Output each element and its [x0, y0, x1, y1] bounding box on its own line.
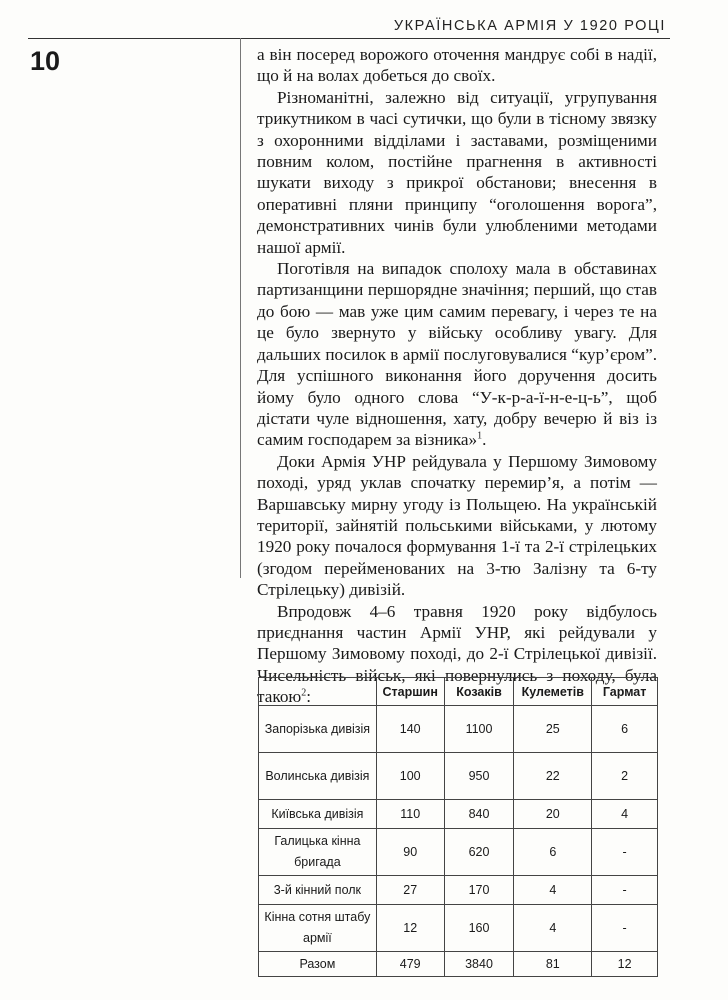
table-cell: 81 [514, 952, 592, 977]
paragraph: Різноманітні, залежно від ситуації, угрупування трикутником в часі сутички, що були в тісному звязку з охоронними відділами і заставами, розміщеними повним колом, постійне прагнення в активності шукати виходу з прикрої обстанови; внесення в оперативні пляни принципу “оголошення ворога”, демонстративних чинів були улюбленими методами нашої армії. [257, 87, 657, 257]
table-row [259, 753, 658, 800]
table-cell: 3840 [444, 952, 514, 977]
table-cell: 20 [514, 800, 592, 829]
paragraph: а він посеред ворожого оточення мандрує собі в надії, що й на волах добеться до своїх. [257, 45, 657, 86]
table-cell: 90 [376, 829, 444, 876]
table-row [259, 829, 658, 876]
paragraph: Впродовж 4–6 травня 1920 року відбулось приєднання частин Армії УНР, які рейдували у Першому Зимовому поході, до 2-ї Стрілецької дивізії. Чисельність військ, які повернулись з походу, була такою$^2$: [257, 601, 657, 707]
table-cell: 140 [376, 706, 444, 753]
table-cell: Волинська дивізія [259, 753, 377, 800]
margin-rule [240, 38, 241, 578]
troops-table [258, 677, 658, 977]
table-cell: - [592, 876, 658, 905]
table-cell: 25 [514, 706, 592, 753]
table-row [259, 876, 658, 905]
paragraph-text: Поготівля на випадок сполоху мала в обставинах партизанщини першорядне значіння; перший, що став до бою — мав уже цим самим перевагу, і через те на це було звернуто у війську особливу увагу. Для дальших посилок в армії послуговувалися “кур’єром”. Для успішного виконання його доручення досить йому було одного слова “У-к-р-а-ї-н-е-ц-ь”, щоб дістати чуле відношення, хату, добру вечерю й віз із самим господарем за візника» [257, 259, 657, 450]
table-header: Гармат [592, 678, 658, 706]
table-cell: Запорізька дивізія [259, 706, 377, 753]
paragraph-text: Впродовж 4–6 травня 1920 року відбулось приєднання частин Армії УНР, які рейдували у Першому Зимовому поході, до 2-ї Стрілецької дивізії. Чисельність військ, які повернулись з походу, була такою [257, 601, 657, 707]
table-cell: 160 [444, 905, 514, 952]
table-cell: 3-й кінний полк [259, 876, 377, 905]
table-cell: 1100 [444, 706, 514, 753]
footnote-ref: 2 [301, 687, 307, 699]
table-cell: 479 [376, 952, 444, 977]
table-cell: Разом [259, 952, 377, 977]
table-cell: 22 [514, 753, 592, 800]
table-cell: 620 [444, 829, 514, 876]
table-cell: 27 [376, 876, 444, 905]
table-header: Старшин [376, 678, 444, 706]
table-header: Кулеметів [514, 678, 592, 706]
table-cell: 950 [444, 753, 514, 800]
table-header-row [259, 678, 658, 706]
page-number: 10 [30, 46, 61, 76]
table-cell: 840 [444, 800, 514, 829]
table-cell: Київська дивізія [259, 800, 377, 829]
table-cell: 170 [444, 876, 514, 905]
table-cell: 4 [592, 800, 658, 829]
table-cell: 100 [376, 753, 444, 800]
table-cell: 4 [514, 876, 592, 905]
table-cell: 12 [592, 952, 658, 977]
table-cell: Галицька кінна бригада [259, 829, 377, 876]
table-row [259, 905, 658, 952]
table-cell: 110 [376, 800, 444, 829]
table-cell: - [592, 905, 658, 952]
troops-table-wrap [258, 677, 658, 977]
table-total-row [259, 952, 658, 977]
table-row [259, 706, 658, 753]
paragraph: Поготівля на випадок сполоху мала в обставинах партизанщини першорядне значіння; перший, що став до бою — мав уже цим самим перевагу, і через те на це було звернуто у війську особливу увагу. Для дальших посилок в армії послуговувалися “кур’єром”. Для успішного виконання його доручення досить йому було одного слова “У-к-р-а-ї-н-е-ц-ь”, щоб дістати чуле відношення, хату, добру вечерю й віз із самим господарем за візника»$^1$. [257, 259, 657, 450]
footnote-ref: 1 [477, 430, 483, 442]
table-cell: 6 [592, 706, 658, 753]
table-cell: 2 [592, 753, 658, 800]
table-header: Козаків [444, 678, 514, 706]
body-text [257, 44, 657, 708]
running-head: УКРАЇНСЬКА АРМІЯ У 1920 РОЦІ [393, 18, 666, 34]
table-cell: 4 [514, 905, 592, 952]
header-rule [28, 38, 670, 39]
table-cell: 12 [376, 905, 444, 952]
table-row [259, 800, 658, 829]
table-cell: - [592, 829, 658, 876]
table-header [259, 678, 377, 706]
table-cell: 6 [514, 829, 592, 876]
paragraph: Доки Армія УНР рейдувала у Першому Зимовому поході, уряд уклав спочатку перемир’я, а потім — Варшавську мирну угоду із Польщею. На українській території, зайнятій польськими військами, у лютому 1920 року почалося формування 1-ї та 2-ї стрілецьких (згодом перейменованих на 3-тю Залізну та 6-ту Стрілецьку) дивізій. [257, 451, 657, 600]
table-cell: Кінна сотня штабу армії [259, 905, 377, 952]
